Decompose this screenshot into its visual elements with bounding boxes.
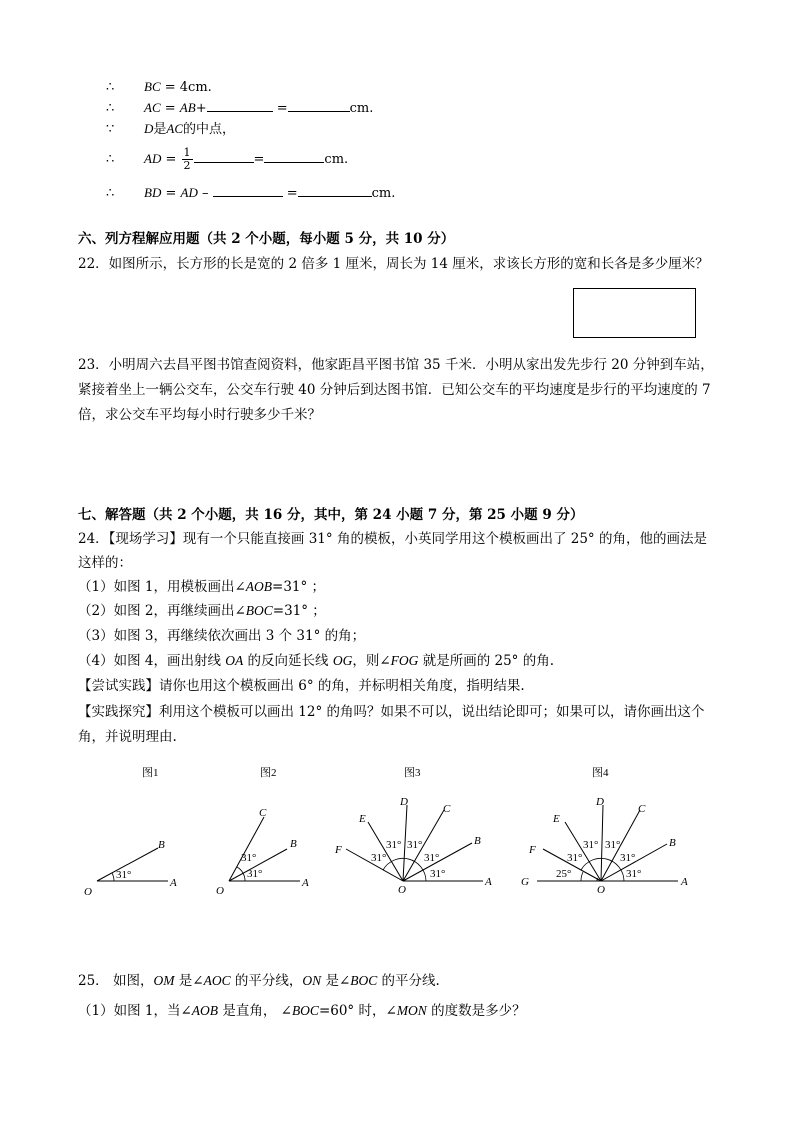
figure-1 <box>84 766 177 898</box>
step-1: （1）如图 1，用模板画出∠AOB=31° ； <box>78 579 326 595</box>
question-23-line-2: 紧接着坐上一辆公交车，公交车行驶 40 分钟后到达图书馆．已知公交车的平均速度是步行的平均速度的 7 <box>78 382 711 398</box>
figure-1-title: 图1 <box>142 767 159 779</box>
svg-text:31°: 31° <box>116 869 132 881</box>
svg-text:B: B <box>158 839 165 851</box>
svg-text:31°: 31° <box>386 839 402 851</box>
figure-4-title: 图4 <box>592 767 609 779</box>
svg-text:A: A <box>681 876 688 888</box>
svg-text:31°: 31° <box>371 852 387 864</box>
rectangle-figure <box>573 288 696 338</box>
answer-blank[interactable] <box>298 184 372 197</box>
svg-text:31°: 31° <box>247 868 263 880</box>
svg-text:31°: 31° <box>605 839 621 851</box>
answer-blank[interactable] <box>207 99 273 112</box>
question-25-line-2: （1）如图 1，当∠AOB 是直角， ∠BOC=60° 时，∠MON 的度数是多少？ <box>78 1003 526 1019</box>
svg-text:B: B <box>290 838 297 850</box>
svg-text:F: F <box>529 844 536 856</box>
fraction-one-half: $\frac{1}{2}$ <box>183 146 191 172</box>
svg-text:O: O <box>398 884 406 896</box>
svg-text:C: C <box>259 807 267 819</box>
proof-line-2: ∴ AC = AB+ = cm. <box>106 100 374 116</box>
question-24-line-2: 这样的： <box>78 555 132 571</box>
proof-line-1: ∴ BC = 4cm. <box>106 79 212 95</box>
question-23-line-1: 23．小明周六去昌平图书馆查阅资料，他家距昌平图书馆 35 千米．小明从家出发先步行 20 分钟到车站， <box>78 357 714 373</box>
question-23-line-3: 倍，求公交车平均每小时行驶多少千米？ <box>78 407 321 423</box>
svg-text:O: O <box>597 884 605 896</box>
explore-line-2: 角，并说明理由. <box>78 729 177 745</box>
answer-blank[interactable] <box>213 184 283 197</box>
svg-text:G: G <box>521 876 529 888</box>
proof-line-4: ∴ AD = $\frac{1}{2}$ = cm. <box>106 146 349 172</box>
svg-text:A: A <box>485 876 492 888</box>
explore-line-1: 【实践探究】利用这个模板可以画出 12° 的角吗？如果不可以，说出结论即可；如果可以，请你画出这个 <box>78 704 705 720</box>
svg-text:D: D <box>596 796 604 808</box>
svg-text:E: E <box>359 813 366 825</box>
svg-text:31°: 31° <box>620 852 636 864</box>
svg-text:25°: 25° <box>556 868 572 880</box>
svg-text:31°: 31° <box>626 868 642 880</box>
answer-blank[interactable] <box>194 150 254 163</box>
section-7-title: 七、解答题（共 2 个小题，共 16 分，其中，第 24 小题 7 分，第 25 小题 9 分） <box>78 507 584 523</box>
answer-blank[interactable] <box>264 150 324 163</box>
svg-text:C: C <box>638 803 646 815</box>
question-24-line-1: 24．【现场学习】现有一个只能直接画 31° 角的模板，小英同学用这个模板画出了 25° 的角，他的画法是 <box>78 531 707 547</box>
question-25-line-1: 25． 如图，OM 是∠AOC 的平分线，ON 是∠BOC 的平分线. <box>78 973 440 989</box>
proof-line-3: ∵ D是AC的中点， <box>106 121 236 137</box>
svg-text:B: B <box>669 837 676 849</box>
try-practice: 【尝试实践】请你也用这个模板画出 6° 的角，并标明相关角度，指明结果. <box>78 678 525 694</box>
svg-text:31°: 31° <box>241 852 257 864</box>
figure-3 <box>334 766 492 896</box>
angle-figures <box>0 760 794 920</box>
svg-text:A: A <box>170 877 177 889</box>
svg-text:A: A <box>302 877 309 889</box>
step-4: （4）如图 4，画出射线 OA 的反向延长线 OG，则∠FOG 就是所画的 25° 的角. <box>78 653 555 669</box>
step-3: （3）如图 3，再继续依次画出 3 个 31° 的角； <box>78 628 366 644</box>
svg-text:C: C <box>443 803 451 815</box>
figure-2 <box>216 766 309 897</box>
step-2: （2）如图 2，再继续画出∠BOC=31° ； <box>78 603 326 619</box>
svg-text:B: B <box>474 835 481 847</box>
figure-2-title: 图2 <box>260 767 277 779</box>
svg-text:31°: 31° <box>583 839 599 851</box>
section-6-title: 六、列方程解应用题（共 2 个小题，每小题 5 分，共 10 分） <box>78 231 455 247</box>
svg-text:O: O <box>84 886 92 898</box>
answer-blank[interactable] <box>288 99 350 112</box>
proof-line-5: ∴ BD = AD – = cm. <box>106 185 396 201</box>
svg-text:31°: 31° <box>430 868 446 880</box>
svg-text:F: F <box>335 844 342 856</box>
figure-4 <box>521 766 688 896</box>
svg-text:D: D <box>400 796 408 808</box>
svg-text:31°: 31° <box>407 839 423 851</box>
svg-text:O: O <box>216 885 224 897</box>
figure-3-title: 图3 <box>404 767 421 779</box>
svg-text:31°: 31° <box>567 852 583 864</box>
question-22: 22．如图所示，长方形的长是宽的 2 倍多 1 厘米，周长为 14 厘米，求该长方形的宽和长各是多少厘米？ <box>78 256 709 272</box>
svg-text:E: E <box>553 813 560 825</box>
svg-text:31°: 31° <box>424 852 440 864</box>
